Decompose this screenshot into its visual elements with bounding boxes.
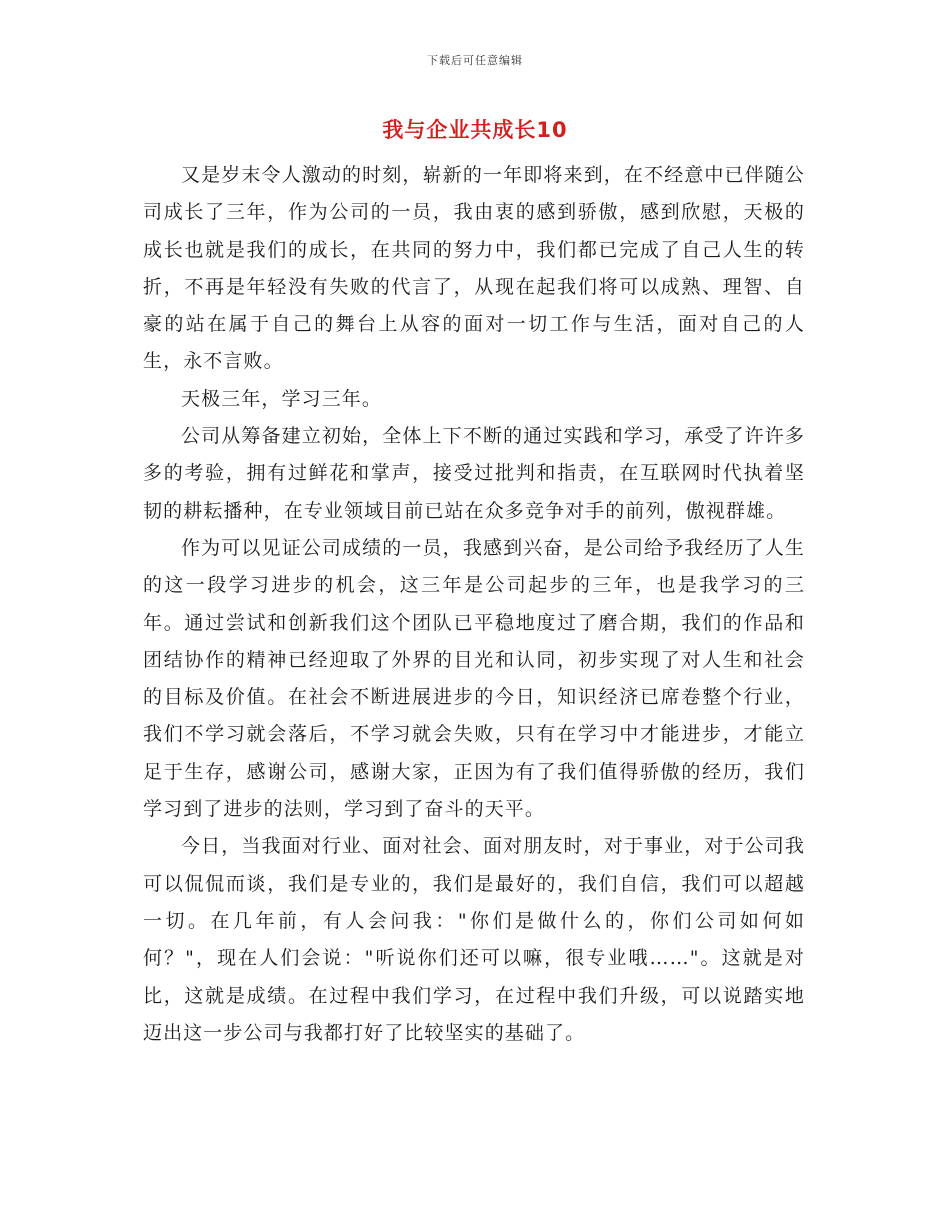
document-title: 我与企业共成长10	[382, 118, 568, 142]
paragraph: 公司从筹备建立初始，全体上下不断的通过实践和学习，承受了许许多多的考验，拥有过鲜花和掌声，接受过批判和指责，在互联网时代执着坚韧的耕耘播种，在专业领域目前已站在众多竞争对手的前列，傲视群雄。	[143, 425, 805, 522]
paragraph: 作为可以见证公司成绩的一员，我感到兴奋，是公司给予我经历了人生的这一段学习进步的机会，这三年是公司起步的三年，也是我学习的三年。通过尝试和创新我们这个团队已平稳地度过了磨合期，我们的作品和团结协作的精神已经迎取了外界的目光和认同，初步实现了对人生和社会的目标及价值。在社会不断进展进步的今日，知识经济已席卷整个行业，我们不学习就会落后，不学习就会失败，只有在学习中才能进步，才能立足于生存，感谢公司，感谢大家，正因为有了我们值得骄傲的经历，我们学习到了进步的法则，学习到了奋斗的天平。	[143, 536, 805, 821]
paragraph: 又是岁末令人激动的时刻，崭新的一年即将来到，在不经意中已伴随公司成长了三年，作为公司的一员，我由衷的感到骄傲，感到欣慰，天极的成长也就是我们的成长，在共同的努力中，我们都已完成了自己人生的转折，不再是年轻没有失败的代言了，从现在起我们将可以成熟、理智、自豪的站在属于自己的舞台上从容的面对一切工作与生活，面对自己的人生，永不言败。	[143, 164, 805, 373]
header-note: 下载后可任意编辑	[427, 54, 523, 67]
paragraph: 天极三年，学习三年。	[181, 387, 383, 410]
paragraph: 今日，当我面对行业、面对社会、面对朋友时，对于事业，对于公司我可以侃侃而谈，我们是专业的，我们是最好的，我们自信，我们可以超越一切。在几年前，有人会问我："你们是做什么的，你们公司如何如何？"，现在人们会说："听说你们还可以嘛，很专业哦……"。这就是对比，这就是成绩。在过程中我们学习，在过程中我们升级，可以说踏实地迈出这一步公司与我都打好了比较坚实的基础了。	[143, 835, 805, 1044]
document-body	[143, 157, 805, 1052]
